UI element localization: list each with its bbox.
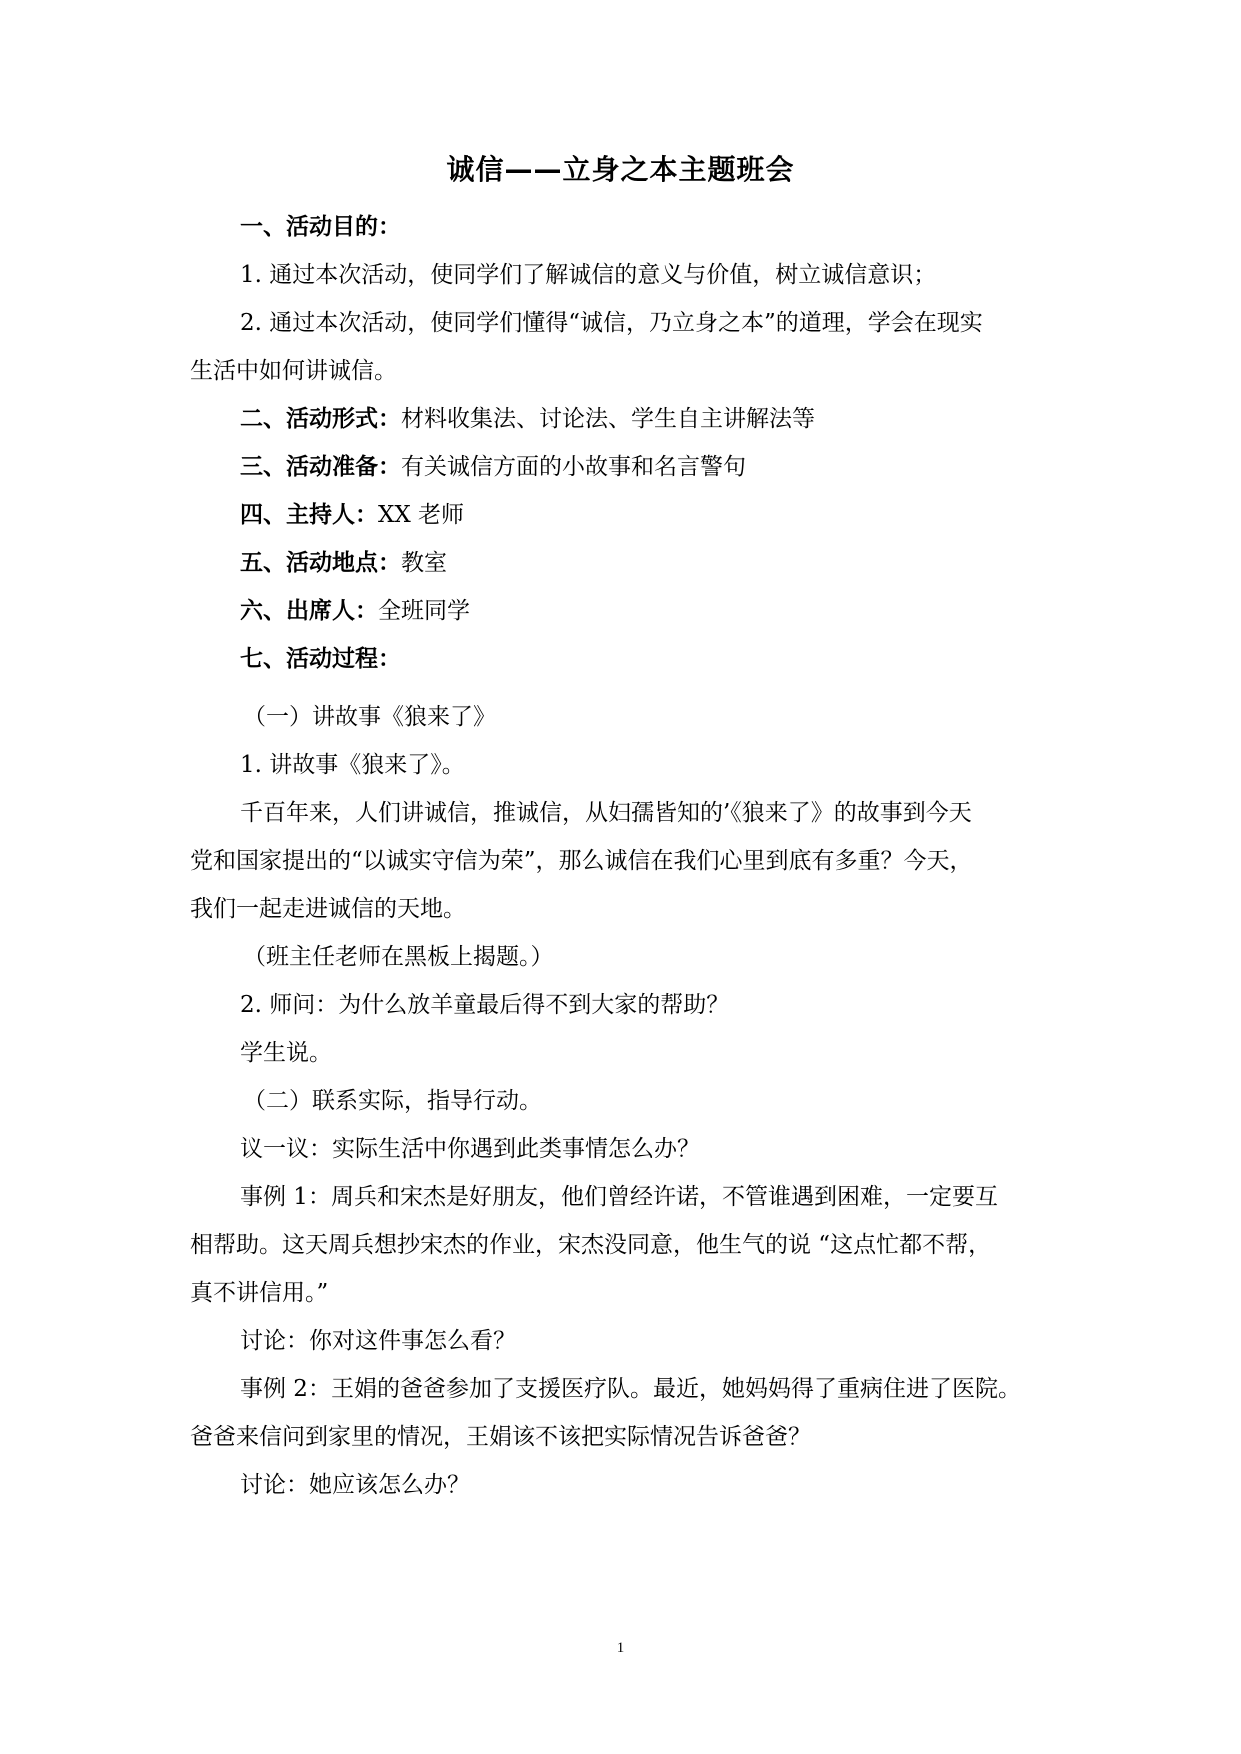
section-prep-label: 三、活动准备： — [240, 454, 401, 480]
process-para1-line2: 党和国家提出的“以诚实守信为荣”，那么诚信在我们心里到底有多重？今天， — [190, 848, 973, 874]
process-discuss-intro: 议一议：实际生活中你遇到此类事情怎么办？ — [240, 1136, 700, 1162]
process-discuss2: 讨论：她应该怎么办？ — [240, 1472, 470, 1498]
process-case2-line2: 爸爸来信问到家里的情况，王娟该不该把实际情况告诉爸爸？ — [190, 1424, 811, 1450]
process-student: 学生说。 — [240, 1040, 332, 1066]
process-note1: （班主任老师在黑板上揭题。） — [243, 944, 554, 970]
section-place — [240, 548, 1110, 578]
purpose-item-2-line-1: 2. 通过本次活动，使同学们懂得“诚信，乃立身之本”的道理，学会在现实 — [240, 310, 983, 336]
process-part1-heading: （一）讲故事《狼来了》 — [243, 704, 496, 730]
process-case1-line2: 相帮助。这天周兵想抄宋杰的作业，宋杰没同意，他生气的说 “这点忙都不帮， — [190, 1232, 992, 1258]
section-attendees-value: 全班同学 — [378, 598, 470, 624]
process-para1-line3: 我们一起走进诚信的天地。 — [190, 896, 466, 922]
section-purpose-heading: 一、活动目的： — [240, 214, 401, 240]
process-case2-line1: 事例 2：王娟的爸爸参加了支援医疗队。最近，她妈妈得了重病住进了医院。 — [240, 1376, 1021, 1402]
section-attendees-label: 六、出席人： — [240, 598, 378, 624]
process-part2-heading: （二）联系实际，指导行动。 — [243, 1088, 542, 1114]
process-case1-line3: 真不讲信用。” — [190, 1280, 329, 1306]
section-host-value: XX 老师 — [378, 502, 465, 528]
section-place-label: 五、活动地点： — [240, 550, 401, 576]
section-place-value: 教室 — [401, 550, 447, 576]
process-case1-line1: 事例 1：周兵和宋杰是好朋友，他们曾经许诺，不管谁遇到困难，一定要互 — [240, 1184, 998, 1210]
section-prep — [240, 452, 1110, 482]
process-part1-item1: 1. 讲故事《狼来了》。 — [240, 752, 465, 778]
section-form — [240, 404, 1110, 434]
process-question: 2. 师问：为什么放羊童最后得不到大家的帮助？ — [240, 992, 730, 1018]
purpose-item-1: 1. 通过本次活动，使同学们了解诚信的意义与价值，树立诚信意识； — [240, 262, 937, 288]
section-form-label: 二、活动形式： — [240, 406, 401, 432]
page-title: 诚信——立身之本主题班会 — [446, 153, 795, 186]
section-host-label: 四、主持人： — [240, 502, 378, 528]
section-attendees — [240, 596, 1110, 626]
section-process-heading: 七、活动过程： — [240, 646, 401, 672]
process-discuss1: 讨论：你对这件事怎么看？ — [240, 1328, 516, 1354]
section-form-value: 材料收集法、讨论法、学生自主讲解法等 — [401, 406, 815, 432]
section-host — [240, 500, 1110, 530]
section-prep-value: 有关诚信方面的小故事和名言警句 — [401, 454, 746, 480]
page-number: 1 — [616, 1640, 625, 1656]
purpose-item-2-line-2: 生活中如何讲诚信。 — [190, 358, 397, 384]
process-para1-line1: 千百年来，人们讲诚信，推诚信，从妇孺皆知的’《狼来了》的故事到今天 — [240, 800, 972, 826]
